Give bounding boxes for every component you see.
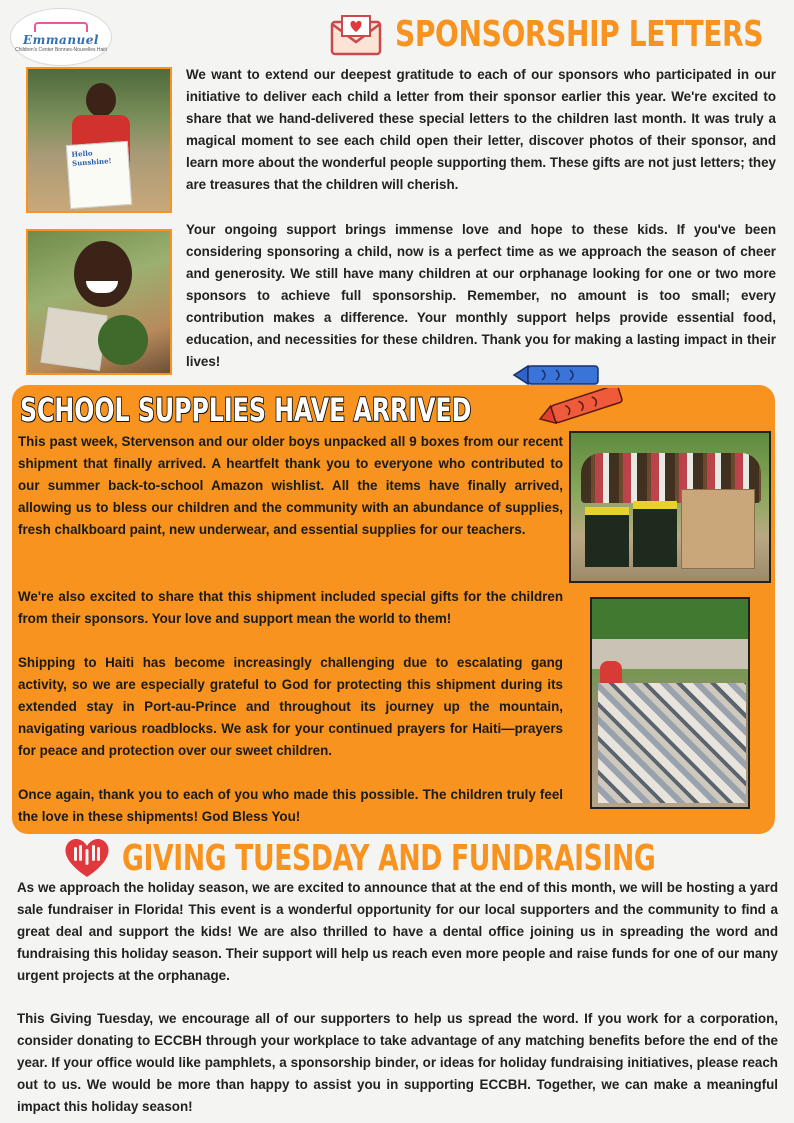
school-supplies-paragraph-4: Once again, thank you to each of you who made this possible. The children truly feel the love in these shipments! God Bless You! [18,787,563,824]
school-supplies-paragraph-1: This past week, Stervenson and our older boys unpacked all 9 boxes from our recent shipment that finally arrived. A heartfelt thank you to everyone who contributed to our summer back-to-school Amazon wishlist. All the items have finally arrived, allowing us to bless our children and the community with an abundance of supplies, fresh chalkboard paint, new underwear, and essential supplies for our teachers. [18,434,563,537]
school-supplies-paragraph-2: We're also excited to share that this shipment included special gifts for the children from their sponsors. Your love and support mean the world to them! [18,589,563,626]
logo-name: Emmanuel [23,32,99,47]
logo-roof-icon [34,22,88,32]
sponsorship-paragraph-2: Your ongoing support brings immense love and hope to these kids. If you've been considering sponsoring a child, now is a perfect time as we approach the season of cheer and generosity. We still have many children at our orphanage looking for one or two more sponsors to achieve full sponsorship. Remember, no amount is too small; every contribution makes a difference. Your monthly support helps provide essential food, education, and necessities for these children. Thank you for making a lasting impact in their lives! [186,222,776,369]
child-with-letter-photo [26,67,172,213]
heart-hands-icon [60,835,114,881]
sponsorship-paragraph-1: We want to extend our deepest gratitude to each of our sponsors who participated in our initiative to deliver each child a letter from their sponsor earlier this year. We're excited to share that we hand-delivered these special letters to the children last month. It was truly a magical moment to see each child open their letter, discover photos of their sponsor, and learn more about the wonderful people supporting them. These gifts are not just letters; they are treasures that the children will cherish. [186,67,776,192]
giving-paragraph-2: This Giving Tuesday, we encourage all of our supporters to help us spread the word. If you work for a corporation, consider donating to ECCBH through your workplace to take advantage of any matching benefits before the end of the year. If your office would like pamphlets, a sponsorship binder, or ideas for holiday fundraising initiatives, please reach out to us. We would be more than happy to assist you in supporting ECCBH. Together, we can make a meaningful impact this holiday season! [17,1011,778,1114]
letter-caption: Hello Sunshine! [71,148,112,168]
children-with-boxes-photo [569,431,771,583]
giving-paragraph-1: As we approach the holiday season, we are excited to announce that at the end of this month, we will be hosting a yard sale fundraiser in Florida! This event is a wonderful opportunity for our local supporters and the community to find a great deal and support the kids! We are also thrilled to have a dental office joining us in spreading the word and fundraising this holiday season. Their support will help us reach even more people and raise funds for one of our many urgent projects at the orphanage. [17,880,778,983]
logo-subtitle: Children's Center Bonnes-Nouvelles Haiti [15,46,107,53]
school-supplies-title: SCHOOL SUPPLIES HAVE ARRIVED [20,391,472,429]
supplies-table-photo [590,597,750,809]
giving-tuesday-title: GIVING TUESDAY AND FUNDRAISING [122,838,656,879]
sponsorship-title: SPONSORSHIP LETTERS [395,14,764,55]
red-crayon-icon [534,388,626,424]
organization-logo [10,8,112,66]
envelope-heart-icon [328,12,384,58]
smiling-child-photo [26,229,172,375]
school-supplies-paragraph-3: Shipping to Haiti has become increasingly challenging due to escalating gang activity, so we are especially grateful to God for protecting this shipment during its extended stay in Port-au-Prince and throughout its journey up the mountain, navigating various roadblocks. We ask for your continued prayers for Haiti—prayers for peace and protection over our sweet children. [18,655,563,758]
